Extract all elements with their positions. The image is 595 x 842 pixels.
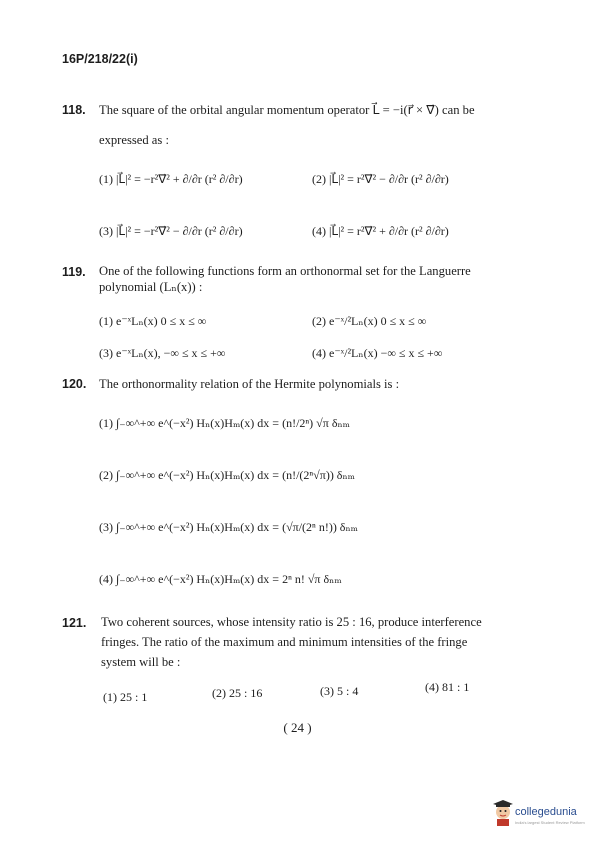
q118-option-2: (2) |L⃗|² = r²∇⃗² − ∂/∂r (r² ∂/∂r) (312, 172, 449, 186)
q120-option-4: (4) ∫₋∞^+∞ e^(−x²) Hₙ(x)Hₘ(x) dx = 2ⁿ n! √π δₙₘ (99, 572, 342, 586)
question-121-line1: Two coherent sources, whose intensity ratio is 25 : 16, produce interference (101, 615, 482, 629)
question-118-line2: expressed as : (99, 133, 169, 147)
q118-option-4: (4) |L⃗|² = r²∇⃗² + ∂/∂r (r² ∂/∂r) (312, 224, 449, 238)
q118-option-3: (3) |L⃗|² = −r²∇⃗² − ∂/∂r (r² ∂/∂r) (99, 224, 243, 238)
brand-name: collegedunia (515, 806, 577, 818)
paper-code: 16P/218/22(i) (62, 52, 138, 66)
q120-option-3: (3) ∫₋∞^+∞ e^(−x²) Hₙ(x)Hₘ(x) dx = (√π/(2ⁿ n!)) δₙₘ (99, 520, 359, 534)
question-121-line2: fringes. The ratio of the maximum and minimum intensities of the fringe (101, 635, 468, 649)
q119-option-1: (1) e⁻ˣLₙ(x) 0 ≤ x ≤ ∞ (99, 314, 207, 328)
q121-option-4: (4) 81 : 1 (425, 680, 470, 694)
q120-option-2: (2) ∫₋∞^+∞ e^(−x²) Hₙ(x)Hₘ(x) dx = (n!/(2ⁿ√π)) δₙₘ (99, 468, 356, 482)
q119-option-2: (2) e⁻ˣ/²Lₙ(x) 0 ≤ x ≤ ∞ (312, 314, 427, 328)
q119-option-4: (4) e⁻ˣ/²Lₙ(x) −∞ ≤ x ≤ +∞ (312, 346, 443, 360)
collegedunia-mascot-icon (493, 800, 513, 826)
question-121-number: 121. (62, 616, 87, 630)
question-120-text: The orthonormality relation of the Hermite polynomials is : (99, 377, 400, 391)
q121-option-2: (2) 25 : 16 (212, 686, 263, 700)
question-121-line3: system will be : (101, 655, 181, 669)
q118-option-1: (1) |L⃗|² = −r²∇⃗² + ∂/∂r (r² ∂/∂r) (99, 172, 243, 186)
question-118-text (99, 101, 539, 149)
question-118-line1: The square of the orbital angular momentum operator L⃗ = −i(r⃗ × ∇⃗) can be (99, 103, 475, 117)
question-121-text (101, 612, 541, 672)
question-119-text (99, 263, 539, 295)
question-118-number: 118. (62, 103, 86, 117)
question-120-number: 120. (62, 377, 87, 391)
brand-tagline: India's largest Student Review Platform (515, 820, 585, 825)
page-number: ( 24 ) (283, 720, 312, 735)
question-119-line2: polynomial (Lₙ(x)) : (99, 280, 203, 294)
q120-option-1: (1) ∫₋∞^+∞ e^(−x²) Hₙ(x)Hₘ(x) dx = (n!/2ⁿ) √π δₙₘ (99, 416, 351, 430)
q121-option-1: (1) 25 : 1 (103, 690, 148, 704)
question-119-line1: One of the following functions form an orthonormal set for the Languerre (99, 264, 471, 278)
q119-option-3: (3) e⁻ˣLₙ(x), −∞ ≤ x ≤ +∞ (99, 346, 226, 360)
q121-option-3: (3) 5 : 4 (320, 684, 359, 698)
question-119-number: 119. (62, 265, 86, 279)
